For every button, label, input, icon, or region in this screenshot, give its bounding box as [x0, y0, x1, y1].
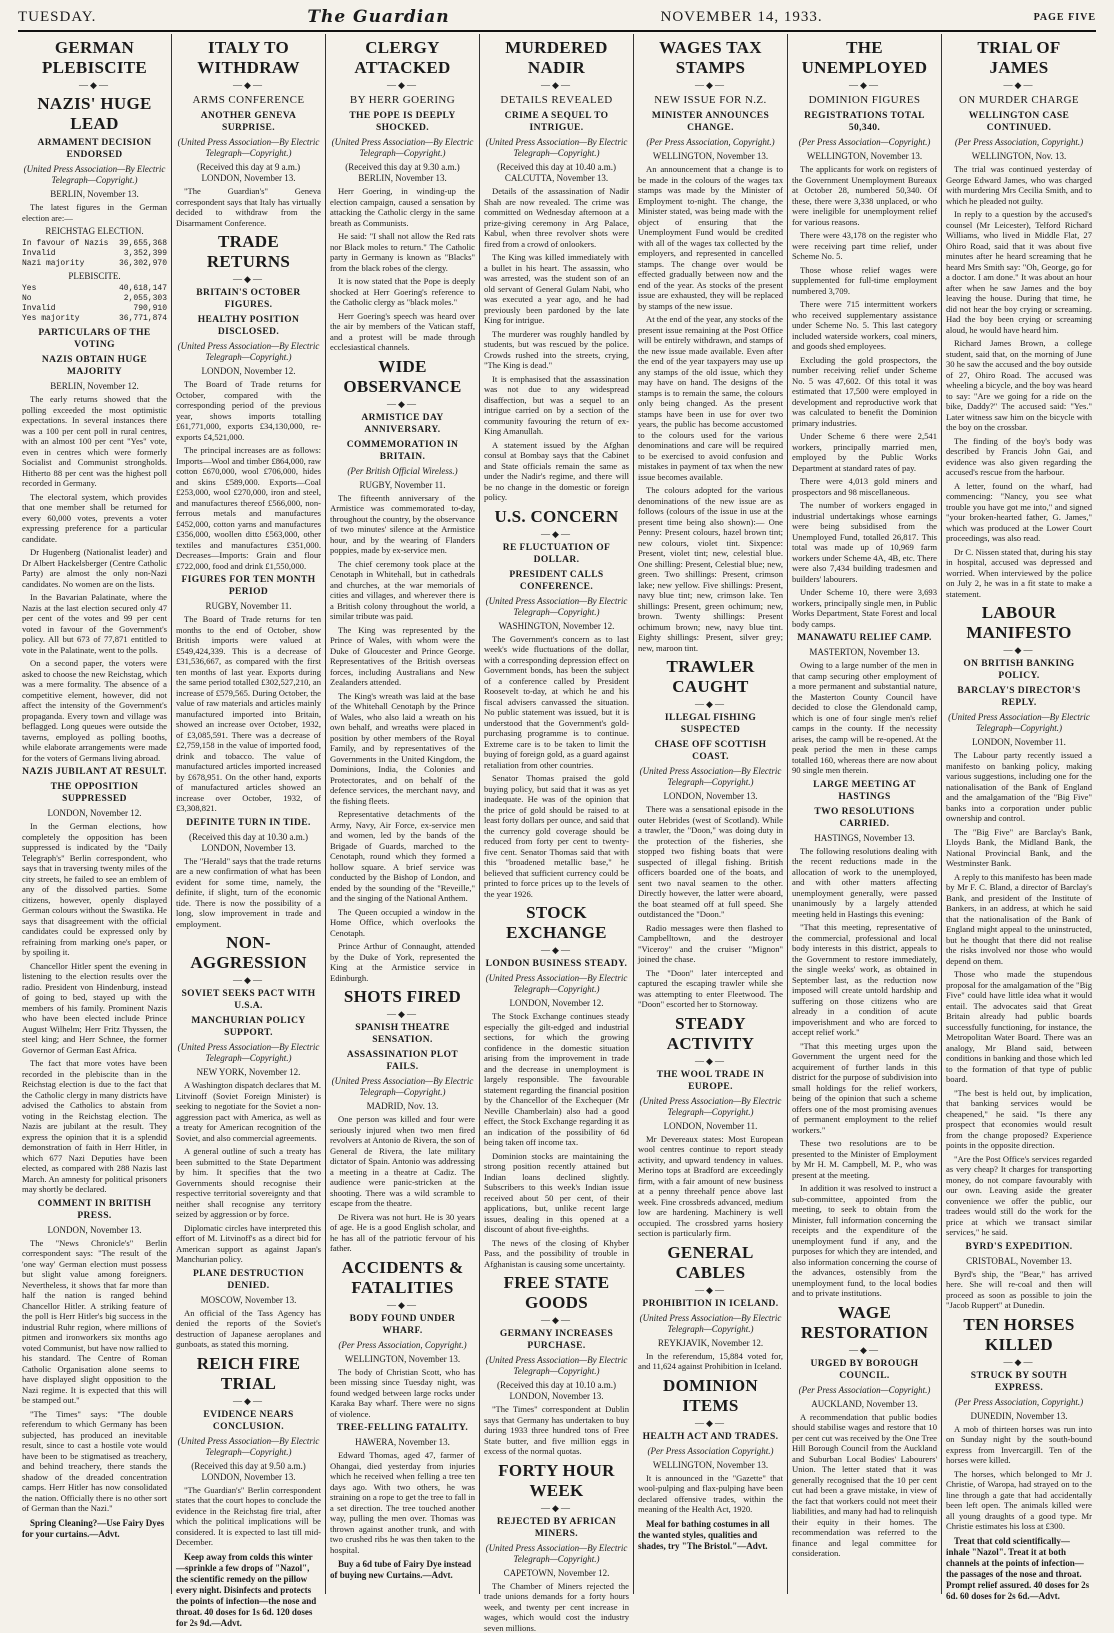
headline: DOMINION ITEMS: [638, 1376, 783, 1416]
section-subhead: MANAWATU RELIEF CAMP.: [792, 632, 937, 644]
dateline: (Received this day at 10.40 a.m.) CALCUTTA, November 13.: [484, 162, 629, 184]
headline: WAGE RESTORATION: [792, 1303, 937, 1343]
wire-credit: (United Press Association—By Electric Telegraph—Copyright.): [638, 1313, 783, 1335]
headline: TEN HORSES KILLED: [946, 1315, 1092, 1355]
headline-rule: —◆—: [484, 1503, 629, 1513]
wire-credit: (United Press Association—By Electric Telegraph—Copyright.): [946, 712, 1092, 734]
section-subhead: BARCLAY'S DIRECTOR'S REPLY.: [946, 685, 1092, 709]
article-paragraph: The Queen occupied a window in the Home Office, which overlooks the Cenotaph.: [330, 907, 475, 939]
article-paragraph: The King was represented by the Prince of Wales, with whom were the Duke of Gloucester and Prince George. Representatives of the British overseas forces, including Australians and New Zealanders attended.: [330, 625, 475, 688]
dateline: (Received this day at 9 a.m.) LONDON, November 13.: [176, 162, 321, 184]
article-paragraph: Edward Thomas, aged 47, farmer of Ohangai, died yesterday from injuries which he received when felling a tree ten days ago. With two others, he was straining on a rope to get the tree to fall in a set direction. The tree touched another way, pulling the men over. Thomas was thrown against another trunk, and with two crushed ribs he was then taken to the hospital.: [330, 1450, 475, 1555]
section-subhead: DEFINITE TURN IN TIDE.: [176, 817, 321, 829]
vote-label: Invalid: [22, 304, 56, 314]
article-paragraph: There were 43,178 on the register who were receiving part time relief, under Scheme No. 5.: [792, 230, 937, 262]
article-paragraph: In the Bavarian Palatinate, where the Nazis at the last election secured only 47 per cent of the votes and 99 per cent voted in favour of the Government's policy. All but 673 of 77,871 entitled to vote in the Palatinate, went to the polls.: [22, 592, 167, 655]
wire-credit: (United Press Association—By Electric Telegraph—Copyright.): [176, 341, 321, 363]
dateline: (Received this day at 10.30 a.m.) LONDON, November 13.: [176, 832, 321, 854]
headline-rule: —◆—: [176, 80, 321, 90]
section-subhead: THE POPE IS DEEPLY SHOCKED.: [330, 110, 475, 134]
wire-credit: (United Press Association—By Electric Telegraph—Copyright.): [484, 973, 629, 995]
dateline: WASHINGTON, November 12.: [484, 621, 629, 632]
dateline: PLEBISCITE.: [22, 271, 167, 282]
vote-figures-row: [22, 314, 167, 324]
article-paragraph: A mob of thirteen horses was run into on Sunday night by the south-bound express from Invercargill. Ten of the horses were killed.: [946, 1424, 1092, 1466]
section-subhead: THE OPPOSITION SUPPRESSED: [22, 781, 167, 805]
headline-rule: —◆—: [176, 1396, 321, 1406]
section-subhead: RE FLUCTUATION OF DOLLAR.: [484, 542, 629, 566]
wire-credit: (Per British Official Wireless.): [330, 466, 475, 477]
section-subhead: PROHIBITION IN ICELAND.: [638, 1298, 783, 1310]
vote-count: 39,655,368: [119, 239, 167, 249]
dateline: BERLIN, November 13.: [22, 189, 167, 200]
section-subhead: MINISTER ANNOUNCES CHANGE.: [638, 110, 783, 134]
vote-figures-row: [22, 239, 167, 249]
vote-figures-row: [22, 249, 167, 259]
subheadline: ON MURDER CHARGE: [946, 93, 1092, 107]
article-paragraph: A recommendation that public bodies should stabilise wages and restore that 10 per cent cut was received by the One Tree Hill Borough Council from the Auckland and Suburban Local Bodies' Labourers' Union. The letter stated that it was generally recognised that the 10 per cent cut had been a grave mistake, in view of the fact that workers could not meet their liabilities, and many had had to relinquish their equity in their homes. The recommendation was referred to the finance and legal committee for consideration.: [792, 1412, 937, 1559]
dateline: WELLINGTON, Nov. 13.: [946, 151, 1092, 162]
wire-credit: (United Press Association—By Electric Telegraph—Copyright.): [330, 137, 475, 159]
section-subhead: HEALTH ACT AND TRADES.: [638, 1431, 783, 1443]
wire-credit: (United Press Association—By Electric Telegraph—Copyright.): [484, 596, 629, 618]
section-subhead: FIGURES FOR TEN MONTH PERIOD: [176, 574, 321, 598]
dateline: LONDON, November 13.: [22, 1225, 167, 1236]
headline: FREE STATE GOODS: [484, 1273, 629, 1313]
vote-count: 36,771,874: [119, 314, 167, 324]
section-subhead: EVIDENCE NEARS CONCLUSION.: [176, 1409, 321, 1433]
advertisement: Treat that cold scientifically—inhale "Nazol". Treat it at both channels at the points of infection—the passages of the nose and throat. Prompt relief assured. 40 doses for 2s 6d. 60 doses for 2s 6d.—Advt.: [946, 1536, 1092, 1602]
headline: STOCK EXCHANGE: [484, 903, 629, 943]
wire-credit: (Per Press Association, Copyright.): [638, 137, 783, 148]
masthead: [18, 4, 1096, 32]
section-subhead: ASSASSINATION PLOT FAILS.: [330, 1049, 475, 1073]
article-paragraph: The applicants for work on registers of the Government Unemployment Bureaux at October 28, numbered 50,340. Of these, there were 3,338 unplaced, or who were ineligible for unemployment relief for various reasons.: [792, 164, 937, 227]
article-paragraph: Herr Goering, in winding-up the election campaign, caused a sensation by attacking the Catholic clergy in the same breath as Communists.: [330, 186, 475, 228]
vote-figures-row: [22, 294, 167, 304]
dateline: RUGBY, November 11.: [176, 601, 321, 612]
dateline: DUNEDIN, November 13.: [946, 1411, 1092, 1422]
section-subhead: WELLINGTON CASE CONTINUED.: [946, 110, 1092, 134]
headline-rule: —◆—: [330, 1009, 475, 1019]
section-subhead: URGED BY BOROUGH COUNCIL.: [792, 1358, 937, 1382]
article-paragraph: It is now stated that the Pope is deeply shocked at Herr Goering's reference to the Catholic clergy as "black moles.": [330, 276, 475, 308]
column-4: [480, 34, 634, 1594]
section-subhead: TREE-FELLING FATALITY.: [330, 1422, 475, 1434]
article-paragraph: Those whose relief wages were supplemented for full-time employment numbered 3,709.: [792, 265, 937, 297]
vote-count: 790,910: [133, 304, 167, 314]
article-paragraph: "Are the Post Office's services regarded as very cheap? It charges for transporting money, do not compare favourably with our own. Leaving aside the greater convenience we offer the public, our tradees would still do the work for the price at which we transact similar services," he said.: [946, 1154, 1092, 1238]
article-paragraph: Excluding the gold prospectors, the number receiving relief under Scheme No. 5 was 47,602. Of this total it was estimated that 17,500 were employed in development and reproductive work that was calculated to benefit the Dominion primary industries.: [792, 355, 937, 429]
dateline: WELLINGTON, November 13.: [638, 1460, 783, 1471]
headline: TRAWLER CAUGHT: [638, 657, 783, 697]
dateline: BERLIN, November 12.: [22, 381, 167, 392]
headline-rule: —◆—: [330, 80, 475, 90]
vote-count: 40,618,147: [119, 284, 167, 294]
headline: ITALY TO WITHDRAW: [176, 38, 321, 78]
vote-figures-table: [22, 239, 167, 269]
vote-label: In favour of Nazis: [22, 239, 108, 249]
article-paragraph: Owing to a large number of the men in that camp securing other employment of a more permanent and substantial nature, the Masterton County Council have decided to close the Glendonald camp, which is one of four single men's relief camps in the county. If the necessity arises, the camp will be re-opened. At the peak period the men in these camps totalled 160, whereas there are now about 90 single men therein.: [792, 660, 937, 776]
dateline: RUGBY, November 11.: [330, 480, 475, 491]
article-paragraph: The Stock Exchange continues steady especially the gilt-edged and industrial sections, for which the growing confidence in the domestic situation arising from the improvement in trade and the decrease in unemployment is largely responsible. The favourable statement regarding the financial position by the Chancellor of the Exchequer (Mr Neville Chamberlain) also had a good effect, the Stock Exchange regarding it as an indication of the possibility of 6d being taken off income tax.: [484, 1011, 629, 1148]
headline-rule: —◆—: [638, 1285, 783, 1295]
article-paragraph: A statement issued by the Afghan consul at Bombay says that the Cabinet and State officials remain the same as under the Nadir's regime, and there will be no change in the domestic or foreign policy.: [484, 440, 629, 503]
article-paragraph: An official of the Tass Agency has denied the reports of the Soviet's destruction of Japanese aeroplanes and gunboats, as stated this morning.: [176, 1308, 321, 1350]
article-paragraph: Under Scheme 10, there were 3,693 workers, principally single men, in Public Works Department, State Forest and local body camps.: [792, 587, 937, 629]
dateline: (Received this day at 10.10 a.m.) LONDON, November 13.: [484, 1380, 629, 1402]
article-paragraph: De Rivera was not hurt. He is 30 years of age. He is a good English scholar, and he has all of the patriotic fervour of his father.: [330, 1212, 475, 1254]
article-paragraph: The murderer was roughly handled by students, but was rescued by the police. Crowds rushed into the streets, crying, "The King is dead.": [484, 329, 629, 371]
article-paragraph: Senator Thomas praised the gold buying policy, but said that it was as yet inadequate. He was of the opinion that the price of gold should be raised to at least forty dollars per ounce, and said that the currency gold coverage should be reduced from forty per cent to twenty-five cent. Senator Thomas said that with this "broadened metallic base," he believed that sufficient currency could be printed to force prices up to the levels of the year 1926.: [484, 773, 629, 899]
section-subhead: STRUCK BY SOUTH EXPRESS.: [946, 1370, 1092, 1394]
section-subhead: CRIME A SEQUEL TO INTRIGUE.: [484, 110, 629, 134]
vote-figures-row: [22, 304, 167, 314]
headline: WIDE OBSERVANCE: [330, 357, 475, 397]
headline-rule: —◆—: [946, 1357, 1092, 1367]
subheadline: DETAILS REVEALED: [484, 93, 629, 107]
masthead-paper-name: The Guardian: [307, 7, 449, 27]
article-paragraph: The "Herald" says that the trade returns are a new confirmation of what has been evident for some time, namely, the definite, if slight, turn of the economic tide. There is now the possibility of a long, slow improvement in trade and employment.: [176, 856, 321, 930]
headline: U.S. CONCERN: [484, 507, 629, 527]
article-paragraph: Herr Goering's speech was heard over the air by members of the Vatican staff, and a protest will be made through ecclesiastical channels.: [330, 311, 475, 353]
wire-credit: (United Press Association—By Electric Telegraph—Copyright.): [638, 766, 783, 788]
section-subhead: ON BRITISH BANKING POLICY.: [946, 658, 1092, 682]
dateline: CRISTOBAL, November 13.: [946, 1256, 1092, 1267]
article-paragraph: The finding of the boy's body was described by Francis John Gai, and evidence was also given regarding the accused's rescue from the harbour.: [946, 436, 1092, 478]
article-paragraph: Prince Arthur of Connaught, attended by the Duke of York, represented the King at the Armistice service in Edinburgh.: [330, 941, 475, 983]
article-paragraph: "That this meeting, representative of the commercial, professional and local body interests in this district, appeals to the Government to restore immediately, the single weeks' work, as obtained in September last, as the reduction now imposed will create untold hardship and suffering on those citizens who are already in a condition of acute impoverishment and who are forced to accept relief work.": [792, 922, 937, 1038]
article-paragraph: It is emphasised that the assassination was not due to any widespread disaffection, but was a sequel to an intrigue carried on by a section of the community favouring the return of ex-King Amanullah.: [484, 374, 629, 437]
article-paragraph: The fact that more votes have been recorded in the plebiscite than in the Reichstag election is due to the fact that the Catholic clergy in many districts have advised the Catholics to abstain from voting in the Reichstag election. The Nazis are jubilant at the result. They express the opinion that it is a splendid demonstration of faith in Herr Hitler, in which 677 Nazi Deputies have been elected, as compared with 288 Nazis last March. An amnesty for political prisoners may shortly be declared.: [22, 1058, 167, 1195]
article-paragraph: The news of the closing of Khyber Pass, and the possibility of trouble in Afghanistan is causing some uncertainty.: [484, 1238, 629, 1270]
wire-credit: (United Press Association—By Electric Telegraph—Copyright.): [638, 1096, 783, 1118]
headline: LABOUR MANIFESTO: [946, 603, 1092, 643]
dateline: CAPETOWN, November 12.: [484, 1568, 629, 1579]
article-paragraph: The Government's concern as to last week's wide fluctuations of the dollar, with a corresponding depression effect on Government bonds, has been the subject of a conference called by President Roosevelt to-day, at which he and his fiscal advisers canvassed the situation. No public statement was issued, but it is understood that the Government's gold-purchasing programme is to continue. Extreme care is to be taken to limit the buying of foreign gold, as a guard against retaliation from other countries.: [484, 634, 629, 771]
wire-credit: (United Press Association—By Electric Telegraph—Copyright.): [484, 1543, 629, 1565]
column-1: [18, 34, 172, 1594]
headline: FORTY HOUR WEEK: [484, 1461, 629, 1501]
headline: CLERGY ATTACKED: [330, 38, 475, 78]
wire-credit: (Per Press Association Copyright.): [638, 1446, 783, 1457]
headline: NON-AGGRESSION: [176, 933, 321, 973]
article-paragraph: In addition it was resolved to instruct a sub-committee, appointed from the meeting, to seek to obtain from the Minister, full information concerning the receipts and the expenditure of the unemployment fund if any, and the purposes for which they are intended, and also information concerning the course of the advances, ostensibly from the unemployment fund, to the local bodies and to private institutions.: [792, 1183, 937, 1299]
headline-rule: —◆—: [638, 699, 783, 709]
vote-count: 3,352,399: [124, 249, 167, 259]
article-paragraph: The Board of Trade returns for ten months to the end of October, show British imports were valued at £549,424,339. This is a decrease of £31,536,667, as compared with the first ten months of last year. Exports during the same period totalled £302,527,210, an increase of £579,565. During October, the value of raw materials and articles mainly manufactured imported into Britain, showed an increase over October, 1932, of £3,085,591. There was a decrease of £2,759,158 in the value of imported food, drink and tobacco. The value of manufactured articles imported increased by £678,951. On the other hand, exports of manufactured articles showed an increase over October, 1932, of £3,308,821.: [176, 614, 321, 814]
article-paragraph: "The Guardian's" Geneva correspondent says that Italy has virtually decided to withdraw from the Disarmament Conference.: [176, 186, 321, 228]
headline: NAZIS' HUGE LEAD: [22, 94, 167, 134]
subheadline: BY HERR GOERING: [330, 93, 475, 107]
headline-rule: —◆—: [484, 945, 629, 955]
article-paragraph: Chancellor Hitler spent the evening in listening to the election results over the radio. President von Hindenburg, instead of going to bed, stayed up with the members of his family. Prominent Nazis who have been elected include Prince August Wilhelm; Herr Fritz Thyssen, the steel king; and Herr Schnee, the former Governor of German East Africa.: [22, 961, 167, 1056]
dateline: WELLINGTON, November 13.: [792, 151, 937, 162]
headline: TRADE RETURNS: [176, 232, 321, 272]
article-paragraph: Dr C. Nissen stated that, during his stay in hospital, accused was depressed and worried. When interviewed by the police on July 2, he was in a fit state to make a statement.: [946, 547, 1092, 600]
vote-label: Nazi majority: [22, 259, 84, 269]
section-subhead: ARMISTICE DAY ANNIVERSARY.: [330, 412, 475, 436]
article-paragraph: These two resolutions are to be presented to the Minister of Employment by Mr H. M. Campbell, M. P., who was present at the meeting.: [792, 1138, 937, 1180]
headline-rule: —◆—: [330, 399, 475, 409]
article-paragraph: The Board of Trade returns for October, compared with the corresponding period of the previous year, shows imports totalling £61,771,000, exports £34,130,000, re-exports £4,521,000.: [176, 379, 321, 442]
headline-rule: —◆—: [792, 80, 937, 90]
section-subhead: BRITAIN'S OCTOBER FIGURES.: [176, 287, 321, 311]
vote-label: Yes: [22, 284, 36, 294]
section-subhead: BYRD'S EXPEDITION.: [946, 1241, 1092, 1253]
headline-rule: —◆—: [946, 645, 1092, 655]
headline: ACCIDENTS & FATALITIES: [330, 1258, 475, 1298]
vote-figures-table: [22, 284, 167, 324]
article-paragraph: Representative detachments of the Army, Navy, Air Force, ex-service men and women, led by the bands of the Brigade of Guards, marched to the Cenotaph, round which they formed a hollow square. A brief service was conducted by the Bishop of London, and ended by the sounding of the "Reveille," and the singing of the National Anthem.: [330, 809, 475, 904]
article-paragraph: The King was killed immediately with a bullet in his heart. The assassin, who was arrested, was the student son of an old servant of General Gulam Nabi, who was executed a year ago, and he had previously been pardoned by the late King for intrigue.: [484, 252, 629, 326]
column-3: [326, 34, 480, 1594]
headline: REICH FIRE TRIAL: [176, 1354, 321, 1394]
section-subhead: SOVIET SEEKS PACT WITH U.S.A.: [176, 988, 321, 1012]
dateline: HASTINGS, November 13.: [792, 833, 937, 844]
dateline: LONDON, November 12.: [484, 998, 629, 1009]
section-subhead: SPANISH THEATRE SENSATION.: [330, 1022, 475, 1046]
wire-credit: (United Press Association—By Electric Telegraph—Copyright.): [484, 1355, 629, 1377]
headline-rule: —◆—: [946, 80, 1092, 90]
vote-count: 36,302,970: [119, 259, 167, 269]
advertisement: Keep away from colds this winter—sprinkle a few drops of "Nazol", the scientific remedy on the pillow every night. Disinfects and protects the points of infection—the nose and throat. 40 doses for 1s 6d. 120 doses for 2s 9d.—Advt.: [176, 1552, 321, 1629]
article-paragraph: "The Times" correspondent at Dublin says that Germany has undertaken to buy during 1933 three hundred tons of Free State butter, and five million eggs in excess of the normal quotas.: [484, 1404, 629, 1457]
article-paragraph: The trial was continued yesterday of George Edward James, who was charged with murdering Mrs Cecilia Smith, and to which he pleaded not guilty.: [946, 164, 1092, 206]
article-paragraph: The fifteenth anniversary of the Armistice was commemorated to-day, throughout the country, by the observance of two minutes' silence at the Armistice hour, and by the wearing of Flanders poppies, made by ex-service men.: [330, 493, 475, 556]
section-subhead: ARMAMENT DECISION ENDORSED: [22, 137, 167, 161]
wire-credit: (Per Press Association—Copyright.): [792, 1385, 937, 1396]
advertisement: Buy a 6d tube of Fairy Dye instead of buying new Curtains.—Advt.: [330, 1559, 475, 1581]
article-paragraph: In the referendum, 15,884 voted for, and 11,624 against Prohibition in Iceland.: [638, 1351, 783, 1372]
dateline: REICHSTAG ELECTION.: [22, 226, 167, 237]
headline-rule: —◆—: [176, 274, 321, 284]
headline: STEADY ACTIVITY: [638, 1014, 783, 1054]
article-paragraph: Those who made the stupendous proposal for the amalgamation of the "Big Five" could have little idea what it would entail. The advocates said that Great Britain already had public boards successfully functioning, for instance, the Metropolitan Water Board. There was an analogy, Mr Bland said, between conditions in banking and those which led to the formation of that type of public board.: [946, 969, 1092, 1085]
vote-figures-row: [22, 284, 167, 294]
article-paragraph: At the end of the year, any stocks of the present issue remaining at the Post Office will be entirely withdrawn, and stamps of the new issue made available. Even after the end of the year taxpayers may use up any stamps of the old issue, which they may have on hand. The designs of the stamps is to remain the same, the colours only being changed. As the present stamps have been in use for over two years, the public has become accustomed to the colours used for the various denominations and care will be required to be exercised to avoid confusion and mistakes in payment of tax when the new issue becomes available.: [638, 314, 783, 482]
dateline: LONDON, November 11.: [638, 1121, 783, 1132]
article-paragraph: Under Scheme 6 there were 2,541 workers, principally married men, employed by the Public Works Department at standard rates of pay.: [792, 431, 937, 473]
section-subhead: NAZIS JUBILANT AT RESULT.: [22, 766, 167, 778]
article-paragraph: The King's wreath was laid at the base of the Whitehall Cenotaph by the Prince of Wales, who also laid a wreath on his own behalf, and wreaths were placed in position by other members of the Royal Family, and by representatives of the Governments in the United Kingdom, the Dominions, India, the Colonies and Protectorates, and on behalf of the defence services, the merchant navy, and the fishing fleets.: [330, 691, 475, 807]
section-subhead: CHASE OFF SCOTTISH COAST.: [638, 739, 783, 763]
dateline: WELLINGTON, November 13.: [638, 151, 783, 162]
article-paragraph: A letter, found on the wharf, had commencing: "Nancy, you see what trouble you have got me into," and signed "your broken-hearted father, G. James," which was produced at the Lower Court proceedings, was also read.: [946, 481, 1092, 544]
article-paragraph: One person was killed and four were seriously injured when two men fired revolvers at Antonio de Rivera, the son of General de Rivera, the late military dictator of Spain. Antonio was addressing a meeting in a theatre at Cadiz. The audience were panic-stricken at the shooting. There was a wild scramble to escape from the theatre.: [330, 1114, 475, 1209]
wire-credit: (Per Press Association, Copyright.): [330, 1340, 475, 1351]
section-subhead: TWO RESOLUTIONS CARRIED.: [792, 806, 937, 830]
headline-rule: —◆—: [638, 1056, 783, 1066]
vote-label: Yes majority: [22, 314, 80, 324]
article-paragraph: The "News Chronicle's" Berlin correspondent says: "The result of the 'one way' German election must possess but slight value among foreigners. Nevertheless, it shows that far more than half the nation is ranged behind Chancellor Hitler. A striking feature of the poll is Herr Hitler's big success in the industrial Ruhr region, where millions of pitmen and ironworkers six months ago voted Communist, but have now rallied to his standard. The Centre of Roman Catholic Organisation alone seems to have displayed slight opposition to the Nazi regime. It is expected that this will be stamped out.": [22, 1238, 167, 1406]
section-subhead: HEALTHY POSITION DISCLOSED.: [176, 314, 321, 338]
section-subhead: COMMEMORATION IN BRITAIN.: [330, 439, 475, 463]
article-paragraph: Richard James Brown, a college student, said that, on the morning of June 30 he saw the accused and the boy outside of 27, Ohiro Road. The accused was wheeling a bicycle, and the boy was heard to say: "Are we going for a ride on the bike, Daddy?" The accused said: "Yes." Later witness saw him on the bicycle with the boy on the crossbar.: [946, 338, 1092, 433]
article-paragraph: There was a sensational episode in the outer Hebrides (west of Scotland). While a trawler, the "Doon," was doing duty in the protection of the fisheries, she stopped two fishing boats that were suspected of illegal fishing. British officers boarded one of the boats, and sent two naval seamen to the other. Directly however, the latter were aboard, the boat steamed off at full speed. She outdistanced the "Doon.": [638, 804, 783, 920]
article-paragraph: Dr Hugenberg (Nationalist leader) and Dr Albert Hackelsberger (Centre Catholic Party) are almost the only non-Nazi candidates. No women are on the lists.: [22, 547, 167, 589]
article-paragraph: On a second paper, the voters were asked to choose the new Reichstag, which was a mere formality. The absence of a competitive element, however, did not affect the intensity of the Government's propaganda. Every town and village was beflagged. Long queues were outside the taverns, employed as polling booths, while elaborate arrangements were made for the voters of Germans living abroad.: [22, 658, 167, 763]
article-paragraph: The following resolutions dealing with the recent reductions made in the allocation of work to the unemployed, and with other matters affecting unemployment generally, were passed unanimously by a largely attended meeting held in Hastings this evening:: [792, 846, 937, 920]
section-subhead: BODY FOUND UNDER WHARF.: [330, 1313, 475, 1337]
article-paragraph: Dominion stocks are maintaining the strong position recently attained but Indian loans declined slightly. Subscribers to this week's Indian issue received about 50 per cent, of their applications, but, unlike recent large issues, dealing in this opened at a discount of about five-eighths.: [484, 1151, 629, 1235]
headline: THE UNEMPLOYED: [792, 38, 937, 78]
wire-credit: (Per Press Association, Copyright.): [946, 137, 1092, 148]
headline-rule: —◆—: [484, 80, 629, 90]
headline-rule: —◆—: [792, 1345, 937, 1355]
article-paragraph: "That this meeting urges upon the Government the urgent need for the acquirement of further lands in this district for the purpose of subdivision into small holdings for the relief workers, being of the opinion that such a scheme offers one of the most promising avenues of permanent employment to the relief workers.": [792, 1041, 937, 1136]
article-paragraph: Details of the assassination of Nadir Shah are now revealed. The crime was committed on Wednesday afternoon at a prize-giving ceremony in Arg Palace, Kabul, when three revolver shots were fired from a crowd of onlookers.: [484, 186, 629, 249]
column-5: [634, 34, 788, 1594]
headline: TRIAL OF JAMES: [946, 38, 1092, 78]
article-paragraph: Diplomatic circles have interpreted this effort of M. Litvinoff's as a direct bid for American support as against Japan's Manchurian policy.: [176, 1223, 321, 1265]
article-paragraph: There were 715 intermittent workers who received supplementary assistance under Scheme No. 5. This last category included waterside workers, coal miners, and goods shed employees.: [792, 299, 937, 352]
article-paragraph: Byrd's ship, the "Bear," has arrived here. She will re-coal and then will proceed as soon as possible to join the "Jacob Ruppert" at Dunedin.: [946, 1269, 1092, 1311]
article-paragraph: The Chamber of Miners rejected the trade unions demands for a forty hours week, and twenty per cent increase in wages, which would cost the industry seven millions.: [484, 1581, 629, 1633]
masthead-date: NOVEMBER 14, 1933.: [661, 9, 823, 26]
section-subhead: ILLEGAL FISHING SUSPECTED: [638, 712, 783, 736]
wire-credit: (United Press Association—By Electric Telegraph—Copyright.): [484, 137, 629, 159]
section-subhead: LONDON BUSINESS STEADY.: [484, 958, 629, 970]
masthead-day: TUESDAY.: [18, 9, 96, 26]
article-paragraph: The early returns showed that the polling exceeded the most optimistic expectations. In several instances there was a 100 per cent poll in rural centres, with an almost 100 per cent "Yes" vote, even in centres which were formerly Socialist and Communist strongholds. Hitherto 88 per cent was the highest poll recorded in Germany.: [22, 394, 167, 489]
headline: MURDERED NADIR: [484, 38, 629, 78]
headline-rule: —◆—: [638, 1418, 783, 1428]
article-paragraph: The horses, which belonged to Mr J. Christie, of Waropa, had strayed on to the line through a gate that had accidentally been left open. The animals killed were all young draughts of a good type. Mr Christie estimates his loss at £300.: [946, 1469, 1092, 1532]
dateline: WELLINGTON, November 13.: [330, 1354, 475, 1365]
column-2: [172, 34, 326, 1594]
article-paragraph: The "Doon" later intercepted and captured the escaping trawler while she was attempting to enter Fleetwood. The "Doon" escorted her to Stornoway.: [638, 968, 783, 1010]
dateline: NEW YORK, November 12.: [176, 1067, 321, 1078]
wire-credit: (United Press Association—By Electric Telegraph—Copyright.): [22, 164, 167, 186]
advertisement: Meal for bathing costumes in all the wanted styles, qualities and shades, try "The Bristol."—Advt.: [638, 1519, 783, 1552]
section-subhead: COMMENT IN BRITISH PRESS.: [22, 1198, 167, 1222]
wire-credit: (Per Press Association, Copyright.): [946, 1397, 1092, 1408]
section-subhead: THE WOOL TRADE IN EUROPE.: [638, 1069, 783, 1093]
article-paragraph: In the German elections, how completely the opposition has been suppressed is indicated by the "Daily Telegraph's" Berlin correspondent, who says that in traversing twenty miles of the city streets, he failed to see an emblem of any of the dissolved parties. Some citizens, however, openly displayed German colours without the Swastika. He says that disagreement with the official candidates could be expressed only by refraining from marking one's paper, or by spoiling it.: [22, 821, 167, 958]
article-paragraph: A Washington dispatch declares that M. Litvinoff (Soviet Foreign Minister) is seeking to negotiate for the Soviet a non-aggression pact with America, as well as a treaty for American recognition of the Soviet, and also commercial agreements.: [176, 1080, 321, 1143]
dateline: AUCKLAND, November 13.: [792, 1399, 937, 1410]
section-subhead: PARTICULARS OF THE VOTING: [22, 327, 167, 351]
dateline: (Received this day at 9.30 a.m.) BERLIN, November 13.: [330, 162, 475, 184]
headline-rule: —◆—: [330, 1300, 475, 1310]
section-subhead: PLANE DESTRUCTION DENIED.: [176, 1268, 321, 1292]
wire-credit: (United Press Association—By Electric Telegraph—Copyright.): [330, 1076, 475, 1098]
section-subhead: NAZIS OBTAIN HUGE MAJORITY: [22, 354, 167, 378]
article-paragraph: The chief ceremony took place at the Cenotaph in Whitehall, but in cathedrals and churches, at the war memorials of cities and villages, and wherever there is a British colony throughout the world, a similar tribute was paid.: [330, 559, 475, 622]
wire-credit: (United Press Association—By Electric Telegraph—Copyright.): [176, 137, 321, 159]
wire-credit: (United Press Association—By Electric Telegraph—Copyright.): [176, 1042, 321, 1064]
headline-rule: —◆—: [484, 529, 629, 539]
article-paragraph: The principal increases are as follows: Imports—Wool and timber £864,000, raw cotton £670,000, wool £706,000, hides and skins £589,000. Exports—Coal £253,000, wool £270,000, iron and steel, and manufactures thereof £566,000, non-ferrous metals and manufactures £452,000, cotton yarns and manufactures £356,000, woollen ditto £563,000, other textiles and manufactures £351,000. Decreases—Imports: Grain and flour £722,000, food and drink £1,550,000.: [176, 445, 321, 571]
article-paragraph: The electoral system, which provides that one member shall be returned for every 60,000 votes, prevents a voter expressing preference for a particular candidate.: [22, 492, 167, 545]
headline: GENERAL CABLES: [638, 1243, 783, 1283]
section-subhead: MANCHURIAN POLICY SUPPORT.: [176, 1015, 321, 1039]
article-paragraph: The "Big Five" are Barclay's Bank, Lloyds Bank, the Midland Bank, the National Provincial Bank, and the Westminster Bank.: [946, 827, 1092, 869]
section-subhead: GERMANY INCREASES PURCHASE.: [484, 1328, 629, 1352]
news-columns: [18, 34, 1096, 1594]
article-paragraph: It is announced in the "Gazette" that wool-pulping and flax-pulping have been declared offensive trades, within the meaning of the Health Act, 1920.: [638, 1473, 783, 1515]
article-paragraph: The number of workers engaged in industrial undertakings whose earnings were being subsidised from the Unemployed Fund, totalled 26,817. This total was made up of 10,969 farm workers under Scheme 4A, 4B, etc. There were also 7,434 building tradesmen and builders' labourers.: [792, 500, 937, 584]
article-paragraph: A reply to this manifesto has been made by Mr F. C. Bland, a director of Barclay's Bank, and president of the Institute of Bankers, in an address, at which he said that the nationalisation of the Bank of England might appeal to the uninstructed, but he thought that there did not realise the risks involved nor those who would depend on them.: [946, 872, 1092, 967]
article-paragraph: Radio messages were then flashed to Campbelltown, and the destroyer "Viceroy" and the cruiser "Mignon" joined the chase.: [638, 923, 783, 965]
headline: WAGES TAX STAMPS: [638, 38, 783, 78]
dateline: MOSCOW, November 13.: [176, 1295, 321, 1306]
article-paragraph: "The Times" says: "The double referendum to which Germany has been subjected, has produced an inevitable result, since to cast a hostile vote would have been to be stigmatised as treachery, and behind treachery, there stands the shadow of the dreaded concentration camps. Herr Hitler has now consolidated the nation. Officially there is no other sort of German than the Nazi.": [22, 1409, 167, 1514]
dateline: MADRID, Nov. 13.: [330, 1101, 475, 1112]
headline: SHOTS FIRED: [330, 987, 475, 1007]
section-subhead: ANOTHER GENEVA SURPRISE.: [176, 110, 321, 134]
article-paragraph: The body of Christian Scott, who has been missing since Tuesday night, was found wedged between large rocks under Karaka Bay wharf. There were no signs of violence.: [330, 1367, 475, 1420]
article-paragraph: The latest figures in the German election are:—: [22, 202, 167, 223]
section-subhead: REGISTRATIONS TOTAL 50,340.: [792, 110, 937, 134]
article-paragraph: The colours adopted for the various denominations of the new issue are as follows (colours of the issue in use at the present time being also shown):— One Penny: Present colours, hazel brown tint; new colours, violet tint. Sixpence: Present, violet tint; new, celestial blue. One shilling: Present, Celestial blue; new, green. Two shillings: Present, crimson lake; new yellow. Five shillings: Present, navy blue tint; new, crimson lake. Ten shillings: Present, green ochimum; new, brown. Twenty shillings: Present ochimum brown; new, navy blue tint. Eighty shillings: Present, silver grey; new, maroon tint.: [638, 485, 783, 653]
article-paragraph: A general outline of such a treaty has been submitted to the State Department by him. It specifies that the two Governments should recognise their respective territorial sovereignty and that neither shall recognise any territory seized by aggression or by force.: [176, 1146, 321, 1220]
subheadline: NEW ISSUE FOR N.Z.: [638, 93, 783, 107]
article-paragraph: "The Guardian's" Berlin correspondent states that the court hopes to conclude the evidence in the Reichstag fire trial, after which the political implications will be considered. It is expected to last till mid-December.: [176, 1485, 321, 1548]
headline-rule: —◆—: [176, 975, 321, 985]
section-subhead: REJECTED BY AFRICAN MINERS.: [484, 1516, 629, 1540]
vote-label: No: [22, 294, 32, 304]
wire-credit: (United Press Association—By Electric Telegraph—Copyright.): [176, 1436, 321, 1458]
dateline: REYKJAVIK, November 12.: [638, 1338, 783, 1349]
article-paragraph: In reply to a question by the accused's counsel (Mr Leicester), Telford Richard Williams, who lived in Middle Flat, 27 Ohiro Road, said that it was about five minutes after he heard screaming that he heard Mrs Smith say: "Oh, George, go for a doctor. I am done." It was about an hour after when he saw James and the boy leaving the house. During that time, he did not hear the boy crying or screaming. Had the boy been crying or screaming aloud, he would have heard him.: [946, 209, 1092, 335]
dateline: MASTERTON, November 13.: [792, 647, 937, 658]
article-paragraph: An announcement that a change is to be made in the colours of the wages tax stamps was made by the Minister of Employment to-night. The change, the Minister stated, was being made with the object of ensuring that the Unemployment Fund would be credited with all of the wages tax collected by the employers, and represented in cancelled stamps. The change over would be effected gradually between now and the end of the year. As stocks of the present issue are exhausted, they will be replaced by stamps of the new issue.: [638, 164, 783, 311]
headline-rule: —◆—: [638, 80, 783, 90]
masthead-page-number: PAGE FIVE: [1034, 12, 1096, 23]
wire-credit: (Per Press Association—Copyright.): [792, 137, 937, 148]
subheadline: DOMINION FIGURES: [792, 93, 937, 107]
vote-label: Invalid: [22, 249, 56, 259]
article-paragraph: The Labour party recently issued a manifesto on banking policy, making various suggestions, including one for the nationalisation of the Bank of England and the amalgamation of the "Big Five" banks into a corporation under public ownership and control.: [946, 750, 1092, 824]
headline-rule: —◆—: [484, 1315, 629, 1325]
column-7: [942, 34, 1096, 1594]
dateline: LONDON, November 13.: [638, 791, 783, 802]
column-6: [788, 34, 942, 1594]
section-subhead: LARGE MEETING AT HASTINGS: [792, 779, 937, 803]
headline: GERMAN PLEBISCITE: [22, 38, 167, 78]
dateline: LONDON, November 11.: [946, 737, 1092, 748]
dateline: HAWERA, November 13.: [330, 1437, 475, 1448]
article-paragraph: There were 4,013 gold miners and prospectors and 98 miscellaneous.: [792, 476, 937, 497]
vote-count: 2,055,303: [124, 294, 167, 304]
advertisement: Spring Cleaning?—Use Fairy Dyes for your curtains.—Advt.: [22, 1518, 167, 1540]
subheadline: ARMS CONFERENCE: [176, 93, 321, 107]
article-paragraph: "The best is held out, by implication, that banking services would be cheapened," he said. "Is there any prospect that economies would result from the change proposed? Experience points in the opposite direction.: [946, 1088, 1092, 1151]
section-subhead: PRESIDENT CALLS CONFERENCE.: [484, 569, 629, 593]
headline-rule: —◆—: [22, 80, 167, 90]
vote-figures-row: [22, 259, 167, 269]
article-paragraph: Mr Devereaux states: Most European wool centres continue to report steady activity, and upward tendency in values. Merino tops at Bradford are exceedingly firm, with a fair amount of new business at a penny threehalf pence above last week. Fine crossbreds advanced, medium low are hardening. Machinery is well occupied. The crossbred yarns hosiery section is particularly firm.: [638, 1134, 783, 1239]
article-paragraph: He said: "I shall not allow the Red rats nor Black moles to return." The Catholic party in Germany is known as "Blacks" from the black robes of the clergy.: [330, 231, 475, 273]
dateline: LONDON, November 12.: [176, 366, 321, 377]
dateline: (Received this day at 9.50 a.m.) LONDON, November 13.: [176, 1461, 321, 1483]
dateline: LONDON, November 12.: [22, 808, 167, 819]
